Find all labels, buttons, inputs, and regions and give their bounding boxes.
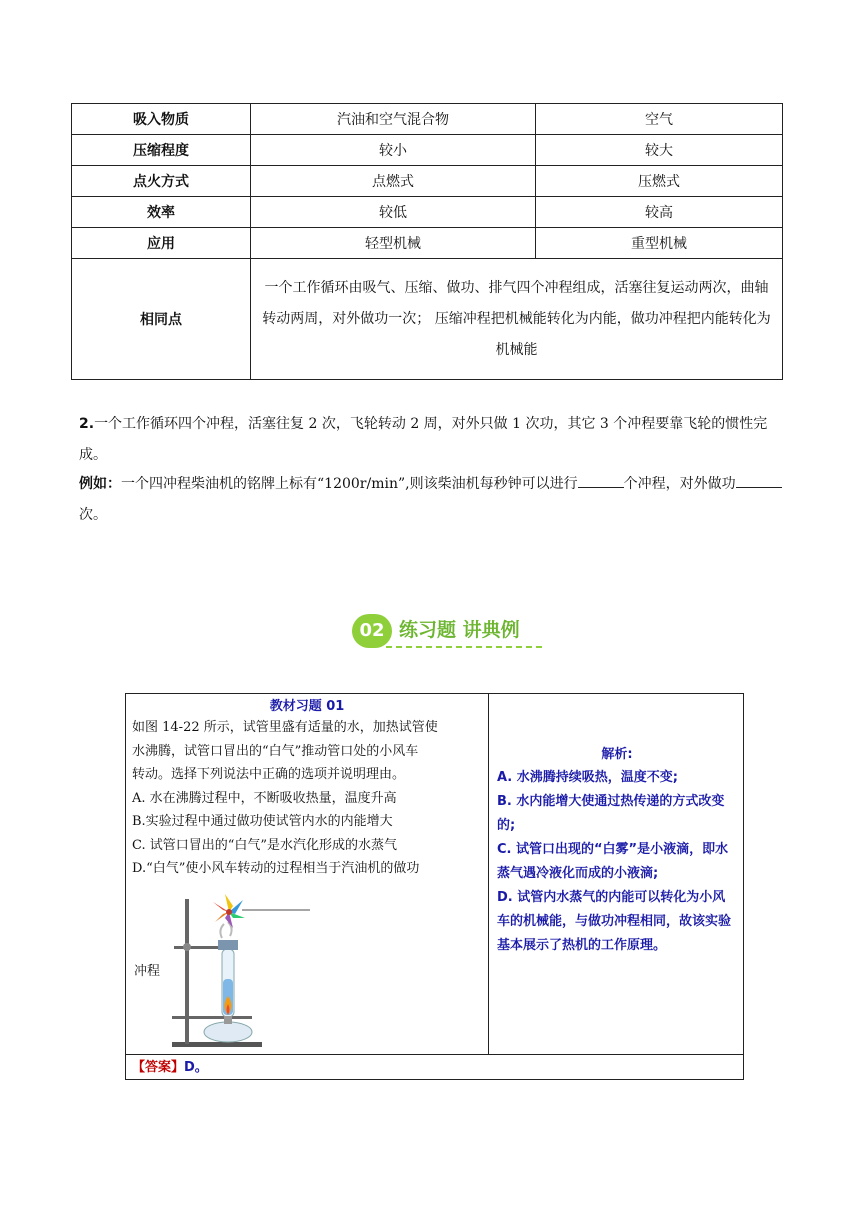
answer-row (126, 1054, 743, 1079)
analysis-title: 解析: (601, 747, 633, 762)
option-c: C. 试管口冒出的“白气”是水汽化形成的水蒸气 (132, 837, 398, 853)
row-label: 相同点 (72, 259, 251, 380)
example-text-a: 一个四冲程柴油机的铭牌上标有“1200r/min”,则该柴油机每秒钟可以进行 (121, 476, 578, 492)
question-tail: 冲程 (134, 964, 161, 979)
gasoline-cell: 较小 (251, 135, 536, 166)
diesel-cell: 空气 (536, 104, 783, 135)
table-row-similarities (72, 259, 783, 380)
answer-value: D。 (184, 1060, 208, 1075)
analysis-item-b: B. 水内能增大使通过热传递的方式改变的; (497, 794, 725, 833)
analysis-item-d: D. 试管内水蒸气的内能可以转化为小风车的机械能，与做功冲程相同，故该实验基本展示了热机的工作原理。 (497, 890, 732, 953)
fill-blank-work (736, 471, 782, 488)
row-label: 点火方式 (72, 166, 251, 197)
question-line: 转动。选择下列说法中正确的选项并说明理由。 (132, 767, 406, 782)
test-tube-windmill-apparatus-icon (132, 894, 332, 1054)
table-row (72, 228, 783, 259)
diesel-cell: 压燃式 (536, 166, 783, 197)
exercise-title: 教材习题 01 (269, 699, 345, 714)
comparison-table (71, 103, 783, 380)
gasoline-cell: 点燃式 (251, 166, 536, 197)
row-label: 应用 (72, 228, 251, 259)
diesel-cell: 较大 (536, 135, 783, 166)
section-underline (386, 646, 542, 648)
exercise-question-cell (126, 694, 489, 1054)
diesel-cell: 重型机械 (536, 228, 783, 259)
fill-blank-strokes (578, 471, 624, 488)
section-heading (352, 612, 552, 652)
question-line: 如图 14-22 所示，试管里盛有适量的水，加热试管使 (132, 720, 438, 735)
example-paragraph (79, 469, 791, 531)
diesel-cell: 较高 (536, 197, 783, 228)
analysis-item-a: A. 水沸腾持续吸热，温度不变; (497, 770, 678, 785)
exercise-box (125, 693, 744, 1080)
question-text (126, 716, 488, 881)
example-label: 例如： (79, 476, 121, 492)
option-d: D.“白气”使小风车转动的过程相当于汽油机的做功 (132, 861, 420, 876)
question-line: 水沸腾，试管口冒出的“白气”推动管口处的小风车 (132, 743, 419, 759)
analysis-item-c: C. 试管口出现的“白雾”是小液滴，即水蒸气遇冷液化而成的小液滴; (497, 842, 729, 881)
table-row (72, 197, 783, 228)
analysis-text (497, 766, 737, 958)
row-label: 压缩程度 (72, 135, 251, 166)
row-label: 效率 (72, 197, 251, 228)
option-a: A. 水在沸腾过程中，不断吸收热量，温度升高 (132, 790, 397, 806)
gasoline-cell: 较低 (251, 197, 536, 228)
example-text-c: 次。 (79, 507, 107, 523)
table-row (72, 135, 783, 166)
exercise-analysis-cell (497, 694, 737, 958)
point-2 (79, 409, 791, 471)
table-row (72, 104, 783, 135)
gasoline-cell: 轻型机械 (251, 228, 536, 259)
answer-label: 【答案】 (132, 1060, 185, 1075)
row-label: 吸入物质 (72, 104, 251, 135)
section-number-badge: 02 (352, 614, 392, 648)
similarities-text: 一个工作循环由吸气、压缩、做功、排气四个冲程组成，活塞往复运动两次，曲轴转动两周，对外做功一次； 压缩冲程把机械能转化为内能，做功冲程把内能转化为机械能 (251, 259, 783, 380)
point-text: 一个工作循环四个冲程，活塞往复 2 次，飞轮转动 2 周，对外只做 1 次功，其它 3 个冲程要靠飞轮的惯性完成。 (79, 416, 768, 463)
example-text-b: 个冲程，对外做功 (623, 476, 736, 492)
option-b: B.实验过程中通过做功使试管内水的内能增大 (132, 814, 393, 829)
section-title: 练习题 讲典例 (399, 619, 520, 641)
gasoline-cell: 汽油和空气混合物 (251, 104, 536, 135)
table-row (72, 166, 783, 197)
point-number: 2. (79, 416, 95, 432)
